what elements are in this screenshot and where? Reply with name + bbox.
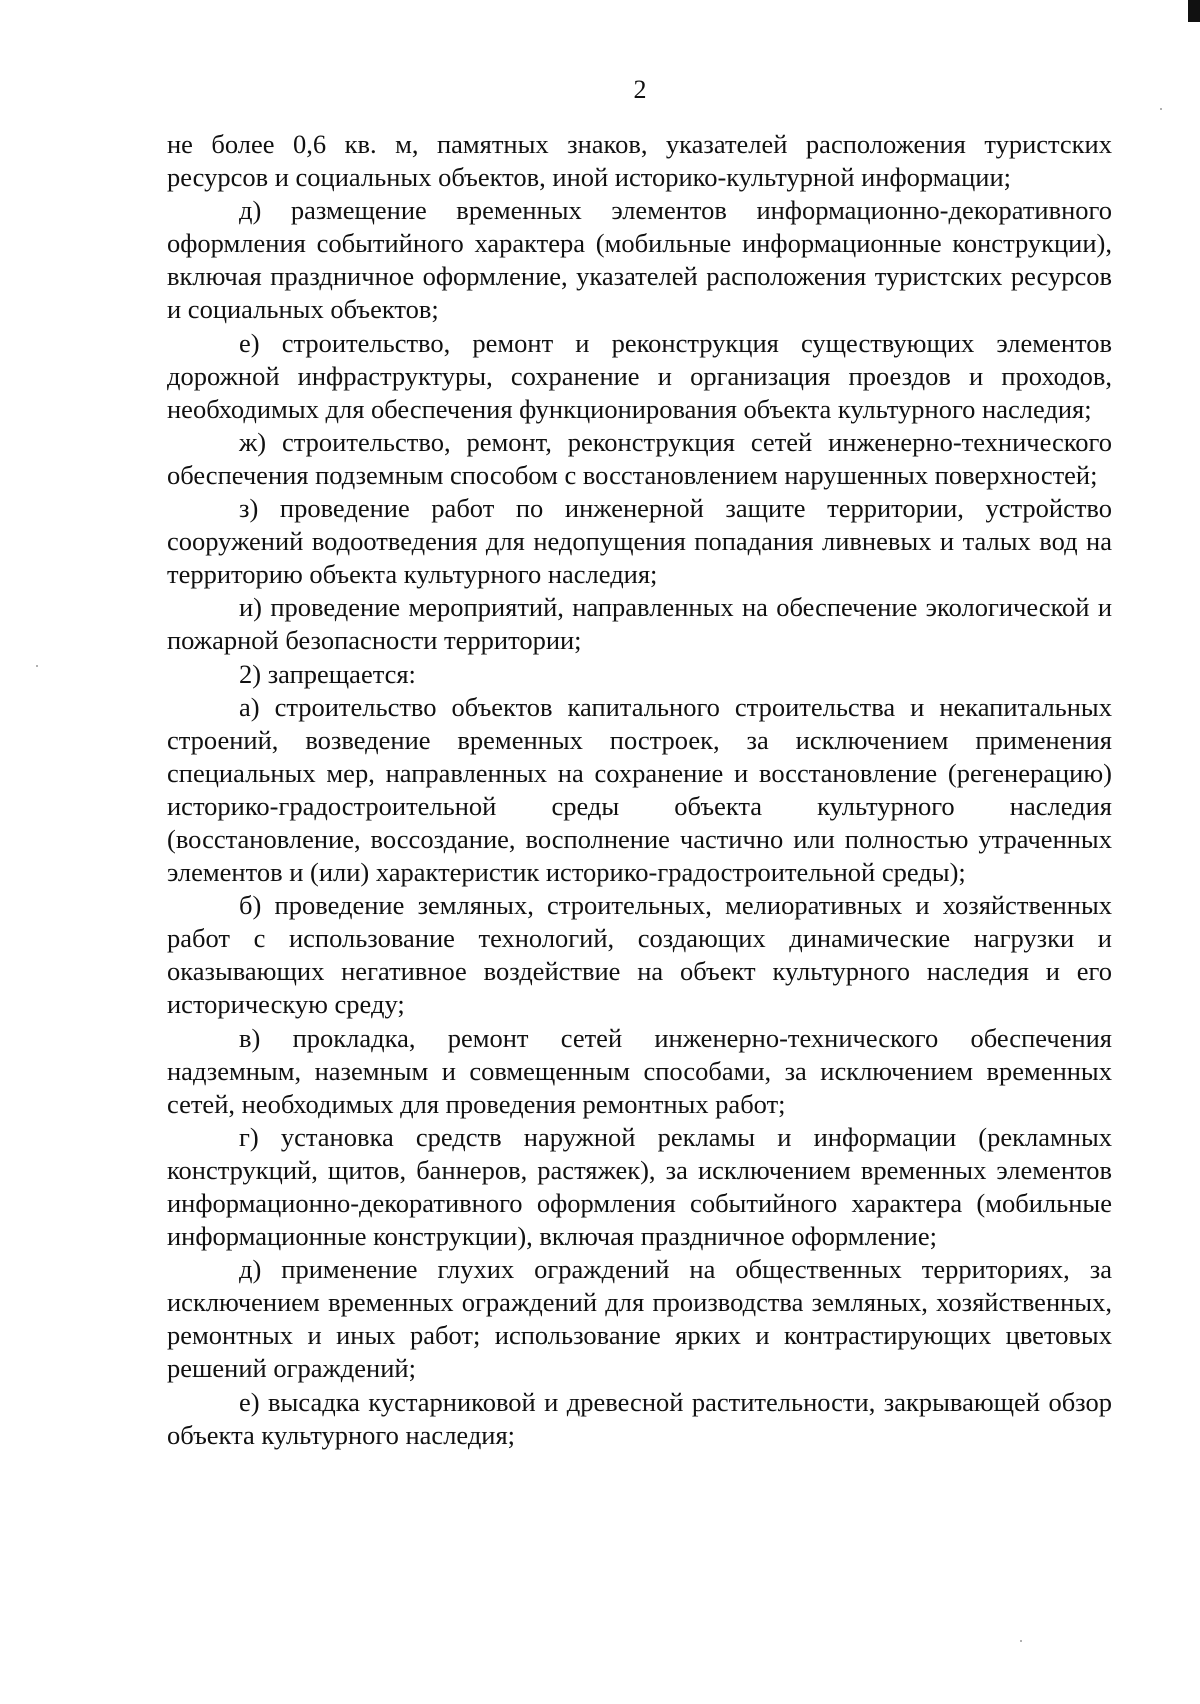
paragraph: г) установка средств наружной рекламы и информации (рекламных конструкций, щитов, баннеров, растяжек), за исключением временных элементов информационно-декоративного оформления событийного характера (мобильные информационные конструкции), включая праздничное оформление; [167, 1121, 1112, 1252]
page-number: 2 [633, 75, 647, 104]
paragraph: з) проведение работ по инженерной защите территории, устройство сооружений водоотведения для недопущения попадания ливневых и талых вод на территорию объекта культурного наследия; [167, 493, 1112, 590]
scan-speck [1160, 108, 1162, 110]
paragraph: д) применение глухих ограждений на общественных территориях, за исключением временных ограждений для производства земляных, хозяйственных, ремонтных и иных работ; использование ярких и контрастирующих цветовых решений ограждений; [167, 1254, 1112, 1384]
paragraph: б) проведение земляных, строительных, мелиоративных и хозяйственных работ с использование технологий, создающих динамические нагрузки и оказывающих негативное воздействие на объект культурного наследия и его историческую среду; [167, 890, 1112, 1020]
paragraph: 2) запрещается: [239, 658, 416, 689]
scan-speck [1020, 1640, 1022, 1642]
paragraph: е) высадка кустарниковой и древесной растительности, закрывающей обзор объекта культурного наследия; [167, 1386, 1112, 1450]
scan-speck [36, 665, 38, 667]
paragraph: д) размещение временных элементов информационно-декоративного оформления событийного характера (мобильные информационные конструкции), включая праздничное оформление, указателей расположения туристских ресурсов и социальных объектов; [167, 195, 1112, 325]
paragraph: в) прокладка, ремонт сетей инженерно-технического обеспечения надземным, наземным и совмещенным способами, за исключением временных сетей, необходимых для проведения ремонтных работ; [167, 1022, 1112, 1119]
document-body [167, 128, 1112, 1452]
scan-edge-mark [1188, 0, 1200, 22]
paragraph: не более 0,6 кв. м, памятных знаков, указателей расположения туристских ресурсов и социальных объектов, иной историко-культурной информации; [167, 129, 1112, 193]
paragraph: ж) строительство, ремонт, реконструкция сетей инженерно-технического обеспечения подземным способом с восстановлением нарушенных поверхностей; [167, 426, 1112, 490]
paragraph: и) проведение мероприятий, направленных на обеспечение экологической и пожарной безопасности территории; [167, 592, 1112, 656]
paragraph: е) строительство, ремонт и реконструкция существующих элементов дорожной инфраструктуры, сохранение и организация проездов и проходов, необходимых для обеспечения функционирования объекта культурного наследия; [167, 327, 1112, 424]
paragraph: а) строительство объектов капитального строительства и некапитальных строений, возведение временных построек, за исключением применения специальных мер, направленных на сохранение и восстановление (регенерацию) историко-градостроительной среды объекта культурного наследия (восстановление, воссоздание, восполнение частично или полностью утраченных элементов и (или) характеристик историко-градостроительной среды); [167, 691, 1112, 888]
